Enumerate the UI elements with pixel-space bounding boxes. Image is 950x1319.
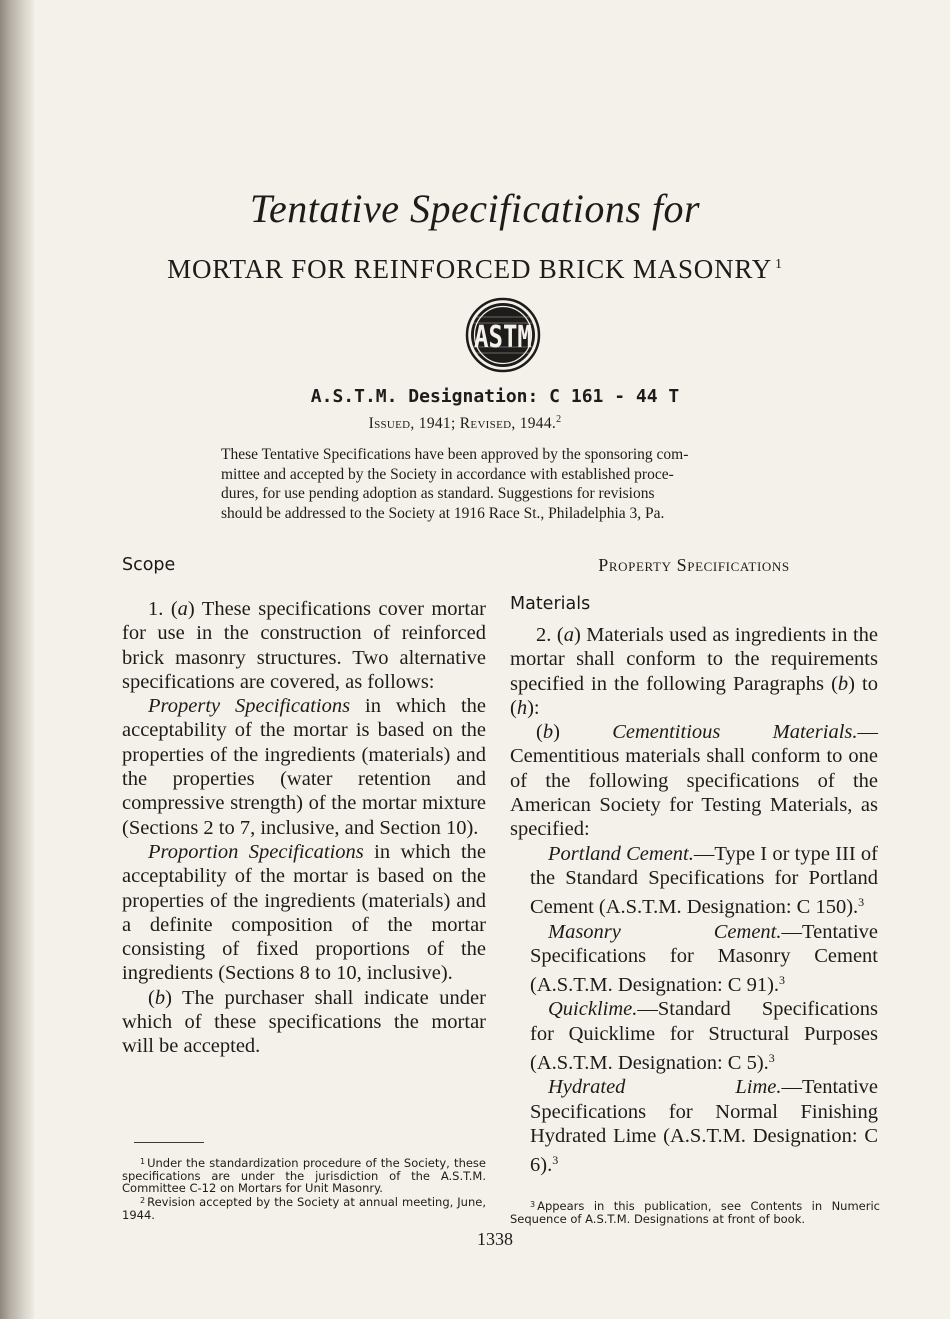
- list-item: Quicklime.—Standard Specifications for Quicklime for Structural Purposes (A.S.T.M. Designation: C 5).$^3$: [530, 998, 878, 1075]
- right-column: [510, 623, 878, 1178]
- subject-text: MORTAR FOR REINFORCED BRICK MASONRY: [167, 254, 772, 284]
- footnote-rule: [134, 1142, 204, 1143]
- footnotes-right: [510, 1199, 880, 1225]
- issued-year: 1941: [418, 415, 451, 432]
- cementitious-materials-paragraph: (b) Cementitious Materials.—Cementitious materials shall conform to one of the following specifications of the American Society for Testing Materials, as specified:: [510, 721, 878, 841]
- scope-paragraph-a: 1. (a) These specifications cover mortar for use in the construction of reinforced brick masonry structures. Two alternative specifications are covered, as follows:: [122, 598, 486, 693]
- footnotes-left: [122, 1156, 486, 1222]
- property-specifications-heading: Property Specifications: [598, 555, 790, 575]
- materials-heading: Materials: [510, 594, 591, 614]
- astm-logo: [465, 297, 541, 373]
- property-spec-paragraph: Property Specifications in which the acceptability of the mortar is based on the properties of the ingredients (materials) and the properties (water retention and compressive strength) of the mortar mixture (Sections 2 to 7, inclusive, and Section 10).: [122, 695, 486, 839]
- list-item: Masonry Cement.—Tentative Specifications for Masonry Cement (A.S.T.M. Designation: C 91).$^3$: [530, 920, 878, 997]
- issue-history: Issued, 1941; Revised, 1944.$^2$: [368, 414, 562, 432]
- scope-heading: Scope: [122, 555, 176, 575]
- document-title: Tentative Specifications for: [249, 186, 701, 231]
- notice-line: should be addressed to the Society at 1916 Race St., Philadelphia 3, Pa.: [221, 504, 665, 522]
- issued-label: Issued: [368, 415, 411, 432]
- footnote-3: $^3$ Appears in this publication, see Contents in Numeric Sequence of A.S.T.M. Designations at front of book.: [510, 1199, 880, 1226]
- list-item: Portland Cement.—Type I or type III of the Standard Specifications for Portland Cement (A.S.T.M. Designation: C 150).$^3$: [530, 842, 878, 919]
- revised-year: 1944.: [519, 415, 557, 432]
- notice-line: dures, for use pending adoption as standard. Suggestions for revisions: [221, 485, 655, 502]
- approval-notice: [221, 445, 789, 523]
- materials-paragraph-a: 2. (a) Materials used as ingredients in the mortar shall conform to the requirements specified in the following Paragraphs (b) to (h):: [510, 624, 878, 719]
- left-column: [122, 597, 486, 1059]
- proportion-spec-paragraph: Proportion Specifications in which the acceptability of the mortar is based on the properties of the ingredients (materials) and a definite composition of the mortar consisting of fixed proportions of the ingredients (Sections 8 to 10, inclusive).: [122, 840, 486, 985]
- logo-lettering: ASTM: [474, 320, 532, 355]
- revised-label: Revised: [459, 415, 512, 432]
- scope-paragraph-b: (b) The purchaser shall indicate under which of these specifications the mortar will be accepted.: [122, 986, 486, 1058]
- revised-footnote-ref: 2: [556, 414, 562, 425]
- notice-line: mittee and accepted by the Society in accordance with established proce-: [221, 465, 674, 483]
- page-number: 1338: [477, 1229, 513, 1249]
- subject-footnote-ref: 1: [775, 257, 783, 272]
- footnote-1: $^1$ Under the standardization procedure of the Society, these specifications are under the jurisdiction of the A.S.T.M. Committee C-12 on Mortars for Unit Masonry.: [122, 1156, 486, 1196]
- designation: A.S.T.M. Designation: C 161 - 44 T: [310, 386, 680, 407]
- notice-line: These Tentative Specifications have been approved by the sponsoring com-: [221, 446, 689, 463]
- list-item: Hydrated Lime.—Tentative Specifications for Normal Finishing Hydrated Lime (A.S.T.M. Designation: C 6).$^3$: [530, 1076, 878, 1177]
- footnote-2: $^2$ Revision accepted by the Society at annual meeting, June, 1944.: [122, 1195, 486, 1222]
- document-subject: [0, 254, 950, 285]
